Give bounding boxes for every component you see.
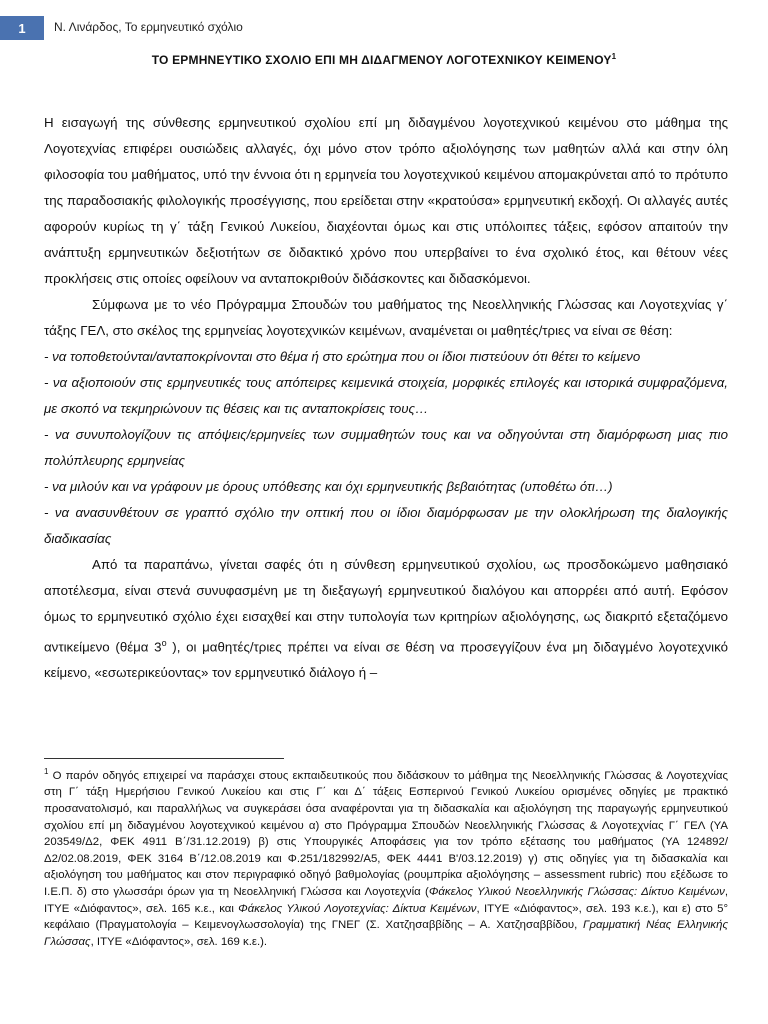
footnote-text: , ΙΤΥΕ «Διόφαντος», σελ. 193 κ.ε.), και ε) στο 5° κεφάλαιο (Πραγματολογία – Κειμενογλωσσολογία) της ΓΝΕΓ (Σ. Χατζησαββίδης – Α. Χατζησαββίδου, (44, 902, 729, 932)
footnote-separator (44, 758, 284, 759)
ordinal-superscript: ο (161, 638, 167, 648)
footnote (44, 764, 728, 950)
conclusion-text-end: ), οι μαθητές/τριες πρέπει να είναι σε θέση να προσεγγίζουν ένα μη διδαγμένο λογοτεχνικό κείμενο, «εσωτερικεύοντας» τον ερμηνευτικό διάλογο ή – (44, 639, 728, 681)
footnote-text: , ΙΤΥΕ «Διόφαντος», σελ. 169 κ.ε.). (90, 935, 268, 948)
paragraph-curriculum: Σύμφωνα με το νέο Πρόγραμμα Σπουδών του μαθήματος της Νεοελληνικής Γλώσσας και Λογοτεχνίας γ΄ τάξης ΓΕΛ, στο σκέλος της ερμηνείας λογοτεχνικών κειμένων, αναμένεται οι μαθητές/τριες να είναι σε θέση: (44, 297, 728, 338)
footnote-source-title: Φάκελος Υλικού Λογοτεχνίας: Δίκτυα Κειμένων (238, 902, 477, 915)
bullet-item: - να συνυπολογίζουν τις απόψεις/ερμηνείες των συμμαθητών τους και να οδηγούνται στη διαμόρφωση μιας πιο πολύπλευρης ερμηνείας (44, 427, 728, 468)
page-number-badge (0, 16, 44, 40)
body-text (44, 110, 728, 686)
bullet-item: - να μιλούν και να γράφουν με όρους υπόθεσης και όχι ερμηνευτικής βεβαιότητας (υποθέτω ότι…) (44, 479, 613, 494)
paragraph-intro: Η εισαγωγή της σύνθεσης ερμηνευτικού σχολίου επί μη διδαγμένου λογοτεχνικού κειμένου στο μάθημα της Λογοτεχνίας επιφέρει ουσιώδεις αλλαγές, όχι μόνο στον τρόπο αξιολόγησης των μαθητών αλλά και στην όλη φιλοσοφία του μαθήματος, υπό την έννοια ότι η ερμηνεία του λογοτεχνικού κειμένου απομακρύνεται από το πρότυπο της παραδοσιακής φιλολογικής προσέγγισης, που ερείδεται στην «κρατούσα» ερμηνευτική εκδοχή. Οι αλλαγές αυτές αφορούν κυρίως τη γ΄ τάξη Γενικού Λυκείου, διαχέονται όμως και στις υπόλοιπες τάξεις, εφόσον απαιτούν την ανάπτυξη ερμηνευτικών δεξιοτήτων σε διδακτικό χρόνο που υπερβαίνει το ένα σχολικό έτος, και θέτουν νέες προκλήσεις στις οποίες οφείλουν να ανταποκριθούν διδάσκοντες και διδασκόμενοι. (44, 115, 728, 286)
bullet-item: - να τοποθετούνται/ανταποκρίνονται στο θέμα ή στο ερώτημα που οι ίδιοι πιστεύουν ότι θέτει το κείμενο (44, 349, 641, 364)
title-text: ΤΟ ΕΡΜΗΝΕΥΤΙΚΟ ΣΧΟΛΙΟ ΕΠΙ ΜΗ ΔΙΔΑΓΜΕΝΟΥ ΛΟΓΟΤΕΧΝΙΚΟΥ ΚΕΙΜΕΝΟΥ (151, 53, 612, 67)
running-head: Ν. Λινάρδος, Το ερμηνευτικό σχόλιο (54, 20, 243, 34)
conclusion-text-start: Από τα παραπάνω, γίνεται σαφές ότι η σύνθεση ερμηνευτικού σχολίου, ως προσδοκώμενο μαθησιακό αποτέλεσμα, είναι στενά συνυφασμένη με τη διεξαγωγή ερμηνευτικού διαλόγου και απορρέει από αυτή. Εφόσον όμως το ερμηνευτικό σχόλιο έχει εισαχθεί και στην τυπολογία των κριτηρίων αξιολόγησης, ως διακριτό εξεταζόμενο αντικείμενο (θέμα 3 (44, 557, 728, 655)
footnote-source-title: Φάκελος Υλικού Νεοελληνικής Γλώσσας: Δίκτυο Κειμένων (428, 885, 725, 898)
page-number: 1 (18, 20, 26, 36)
footnote-mark: 1 (44, 767, 49, 776)
footnote-source-title: Γραμματική Νέας Ελληνικής Γλώσσας (44, 919, 728, 948)
footnote-text: Ο παρόν οδηγός επιχειρεί να παράσχει στους εκπαιδευτικούς που διδάσκουν το μάθημα της Νεοελληνικής Γλώσσας & Λογοτεχνίας στη Γ΄ τάξη Ημερήσιου Γενικού Λυκείου και στις Γ΄ και Δ΄ τάξεις Εσπερινού Γενικού Λυκείου ορισμένες οδηγίες με πρακτικό προσανατολισμό, και παραλλήλως να συγκεράσει όσα αναφέρονται για τη διδασκαλία και αξιολόγηση της παραγωγής ερμηνευτικού σχολίου επί μη διδαγμένου λογοτεχνικού κειμένου α) στο Πρόγραμμα Σπουδών Νεοελληνικής Γλώσσας & Λογοτεχνίας Γ΄ ΓΕΛ (ΥΑ 203549/Δ2, ΦΕΚ 4911 Β΄/31.12.2019) β) στις Υπουργικές Αποφάσεις για τον τρόπο εξέτασης του μαθήματος (ΥΑ 124892/Δ2/02.08.2019, ΦΕΚ 3164 Β΄/12.08.2019 και Φ.251/182992/Α5, ΦΕΚ 4441 Β'/03.12.2019) γ) στις οδηγίες για τη διδασκαλία και αξιολόγηση του μαθήματος και στον περιγραφικό οδηγό βαθμολογίας (ρουμπρίκα αξιολόγησης – assessment rubric) που εξέδωσε το Ι.Ε.Π. δ) στο γλωσσάρι όρων για τη Νεοελληνική Γλώσσα και Λογοτεχνία ( (44, 769, 728, 898)
paragraph-conclusion (44, 552, 728, 686)
footnote-text: , ΙΤΥΕ «Διόφαντος», σελ. 165 κ.ε., και (44, 885, 728, 915)
bullet-item: - να αξιοποιούν στις ερμηνευτικές τους απόπειρες κειμενικά στοιχεία, μορφικές επιλογές και ιστορικά συμφραζόμενα, με σκοπό να τεκμηριώνουν τις θέσεις και τις ανταποκρίσεις τους… (44, 375, 728, 416)
document-title (0, 52, 768, 67)
title-footnote-mark[interactable]: 1 (611, 52, 617, 61)
bullet-item: - να ανασυνθέτουν σε γραπτό σχόλιο την οπτική που οι ίδιοι διαμόρφωσαν με την ολοκλήρωση της διαλογικής διαδικασίας (44, 505, 728, 546)
